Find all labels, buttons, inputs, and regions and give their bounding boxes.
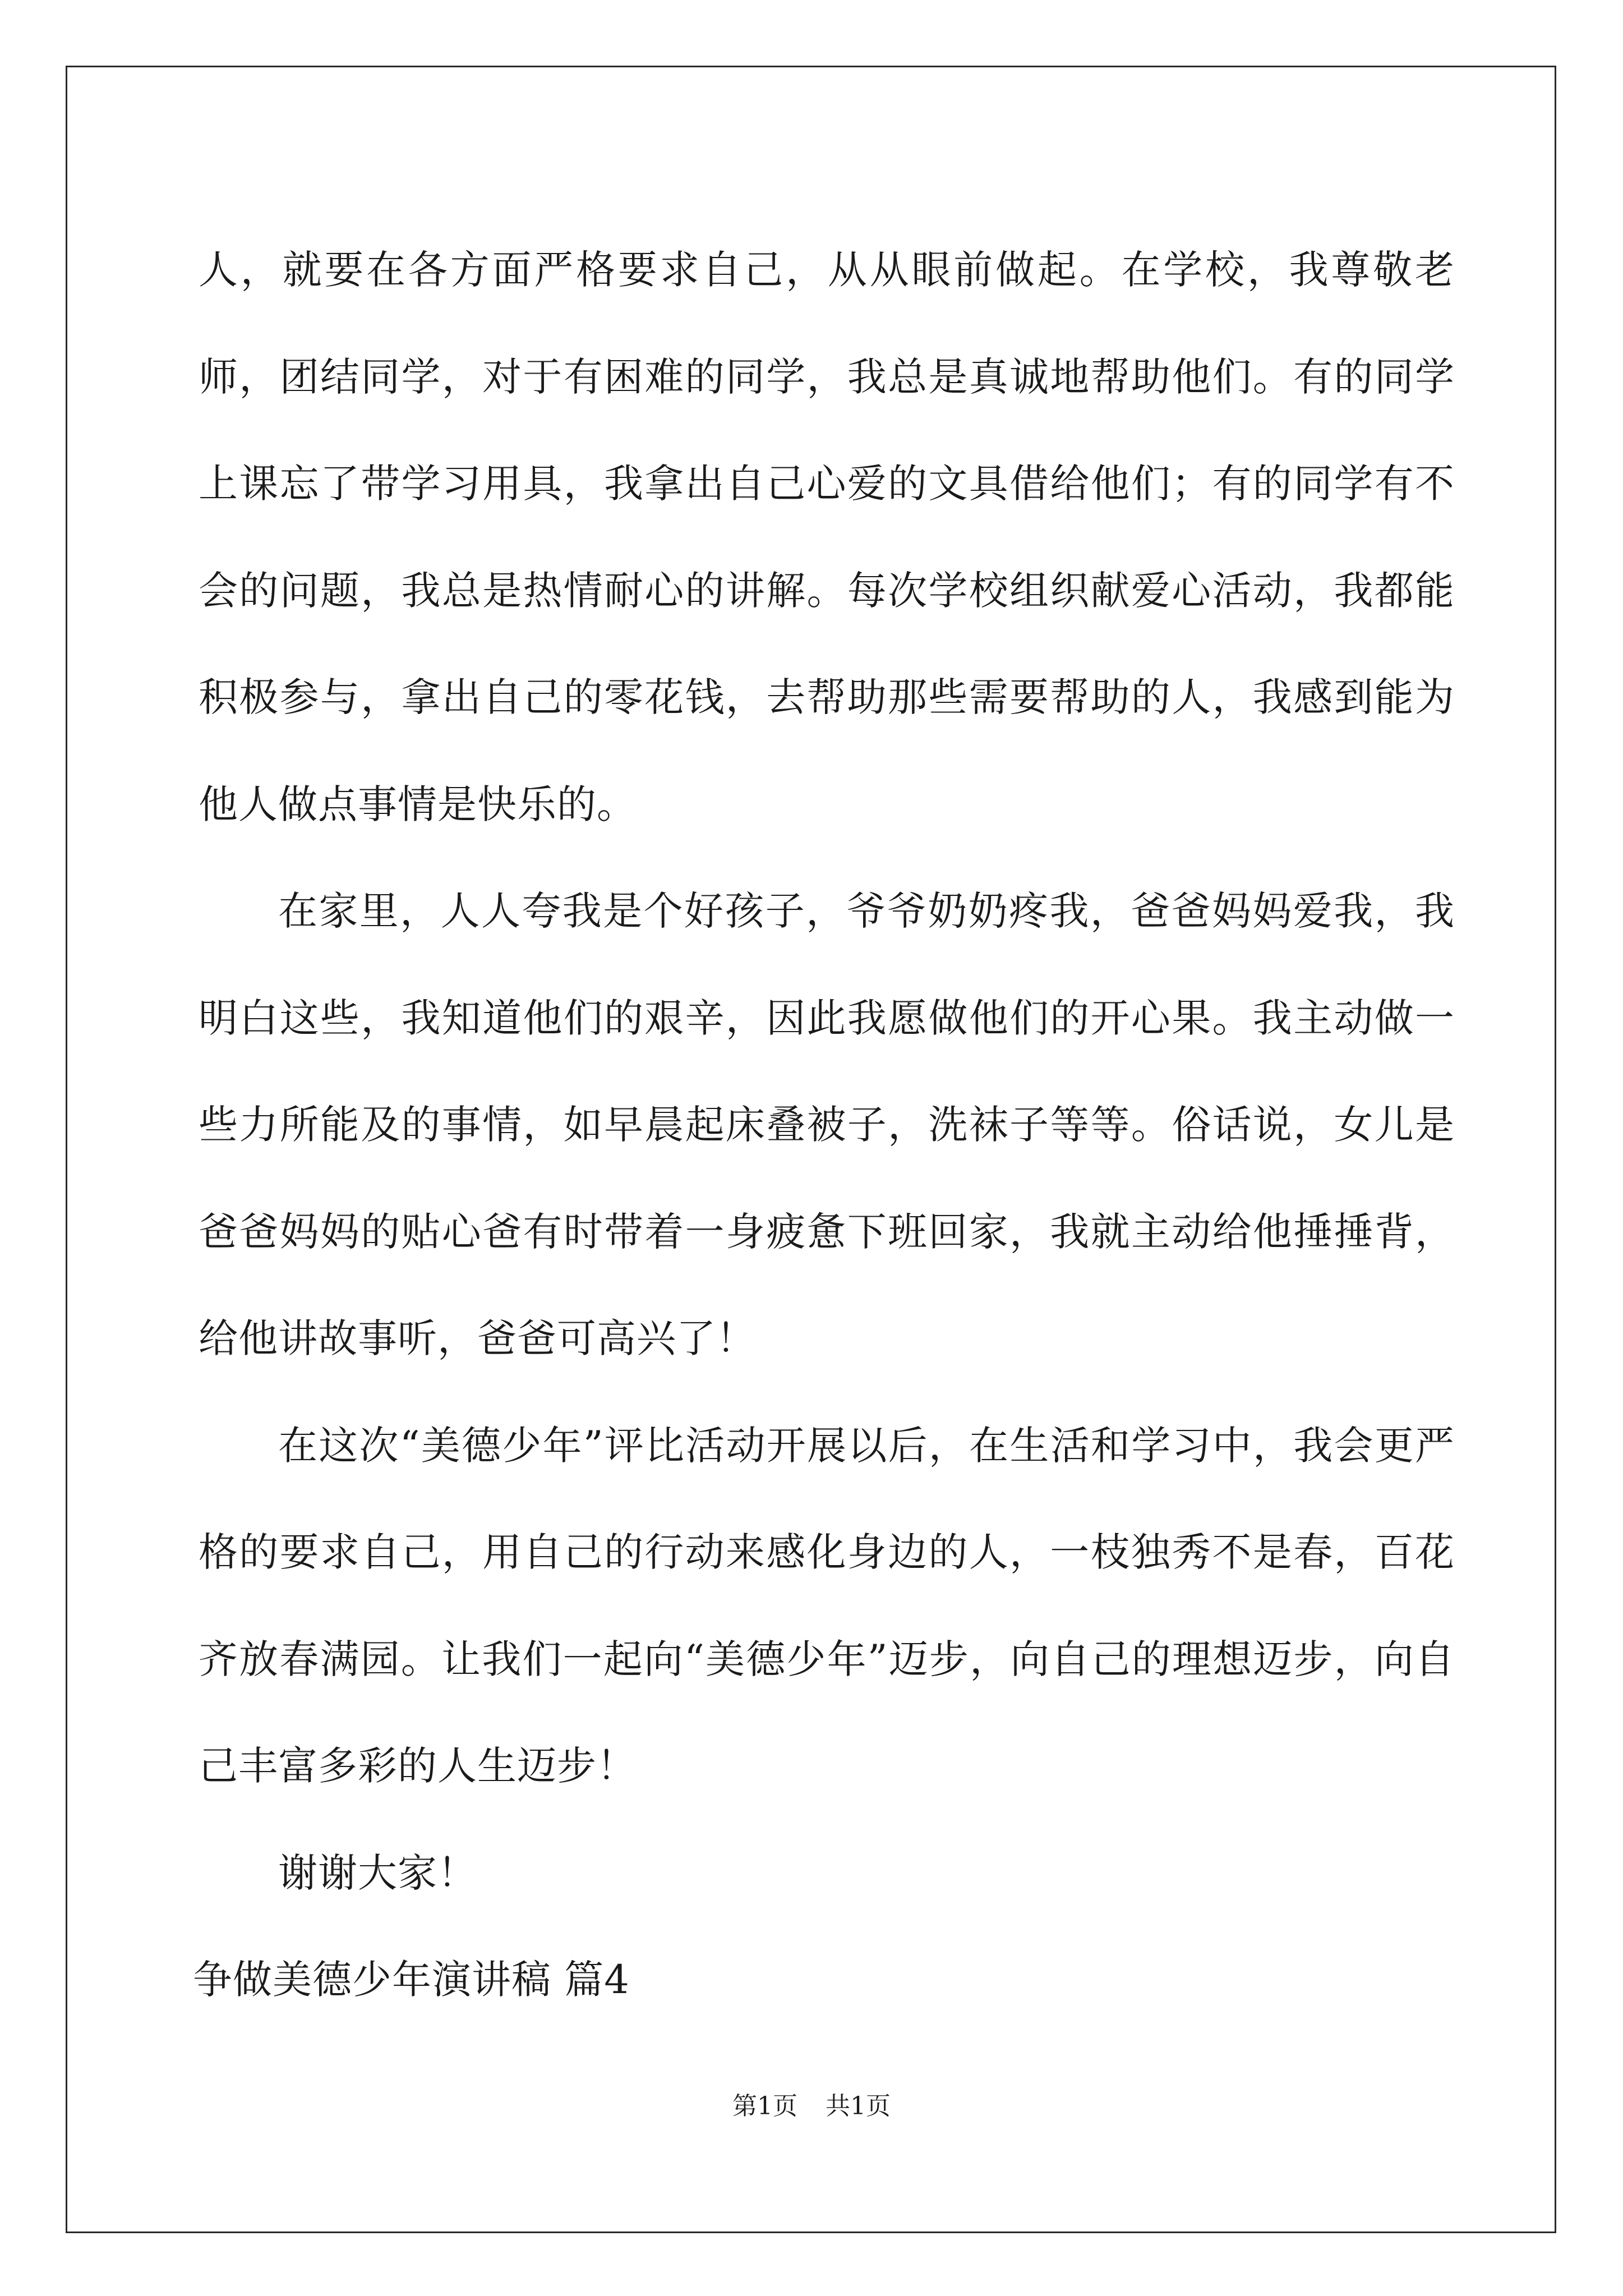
page-number: 第1页	[732, 2092, 797, 2120]
document-body	[193, 217, 1455, 2033]
section-heading: 争做美德少年演讲稿 篇4	[193, 1957, 630, 2003]
paragraph-2: 在家里，人人夸我是个好孩子，爷爷奶奶疼我，爸爸妈妈爱我，我明白这些，我知道他们的艰辛，因此我愿做他们的开心果。我主动做一些力所能及的事情，如早晨起床叠被子，洗袜子等等。俗话说，女儿是爸爸妈妈的贴心爸有时带着一身疲惫下班回家，我就主动给他捶捶背，给他讲故事听，爸爸可高兴了！	[199, 888, 1455, 1361]
paragraph-1: 人，就要在各方面严格要求自己，从从眼前做起。在学校，我尊敬老师，团结同学，对于有困难的同学，我总是真诚地帮助他们。有的同学上课忘了带学习用具，我拿出自己心爱的文具借给他们；有的同学有不会的问题，我总是热情耐心的讲解。每次学校组织献爱心活动，我都能积极参与，拿出自己的零花钱，去帮助那些需要帮助的人，我感到能为他人做点事情是快乐的。	[199, 247, 1455, 827]
paragraph-3: 在这次“美德少年”评比活动开展以后，在生活和学习中，我会更严格的要求自己，用自己的行动来感化身边的人，一枝独秀不是春，百花齐放春满园。让我们一起向“美德少年”迈步，向自己的理想迈步，向自己丰富多彩的人生迈步！	[199, 1422, 1455, 1789]
page-footer	[0, 2090, 1623, 2123]
paragraph-4: 谢谢大家！	[278, 1849, 477, 1896]
page-total: 共1页	[826, 2092, 891, 2120]
